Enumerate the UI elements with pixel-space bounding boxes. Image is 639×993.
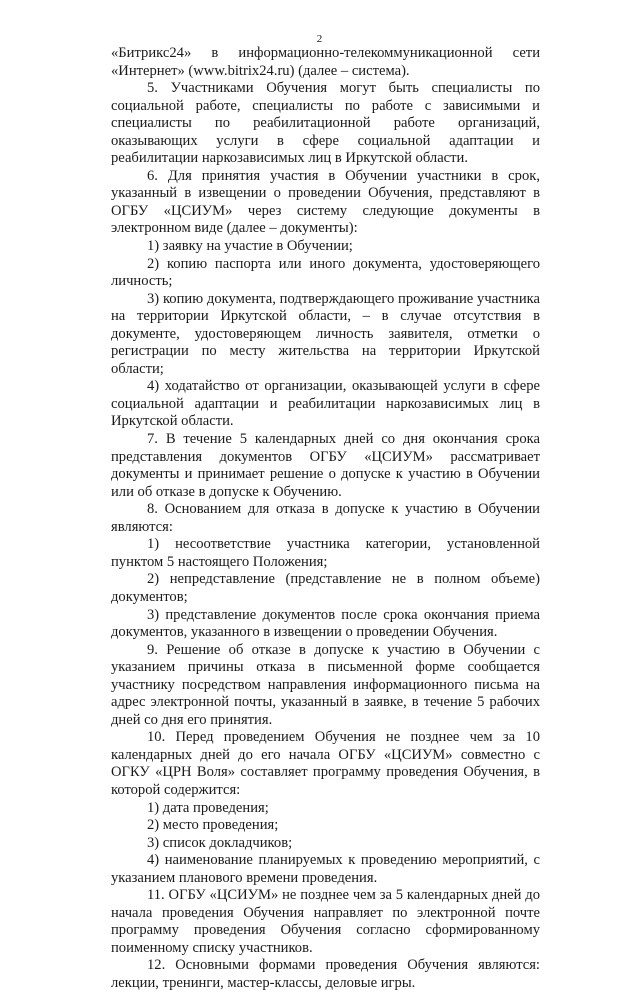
subitem-10-4: 4) наименование планируемых к проведению мероприятий, с указанием планового времени проведения. <box>111 852 540 886</box>
subitem-8-1: 1) несоответствие участника категории, установленной пунктом 5 настоящего Положения; <box>111 536 540 570</box>
subitem-10-1: 1) дата проведения; <box>147 799 269 816</box>
paragraph-item-6: 6. Для принятия участия в Обучении участники в срок, указанный в извещении о проведении Обучения, представляют в ОГБУ «ЦСИУМ» через систему следующие документы в электронном виде (далее – документы): <box>111 167 540 237</box>
paragraph-item-11: 11. ОГБУ «ЦСИУМ» не позднее чем за 5 календарных дней до начала проведения Обучения направляет по электронной почте программу проведения Обучения согласно сформированному поименному списку участников. <box>111 887 540 956</box>
subitem-8-3: 3) представление документов после срока окончания приема документов, указанного в извещении о проведении Обучения. <box>111 606 540 641</box>
paragraph-item-12: 12. Основными формами проведения Обучения являются: лекции, тренинги, мастер-классы, деловые игры. <box>111 957 540 991</box>
paragraph-item-7: 7. В течение 5 календарных дней со дня окончания срока представления документов ОГБУ «ЦСИУМ» рассматривает документы и принимает решение о допуске к участию в Обучении или об отказе в допуске к Обучению. <box>111 431 540 500</box>
page-number: 2 <box>316 33 323 45</box>
subitem-6-2: 2) копию паспорта или иного документа, удостоверяющего личность; <box>111 255 540 290</box>
subitem-6-3: 3) копию документа, подтверждающего проживание участника на территории Иркутской области, – в случае отсутствия в документе, удостоверяющем личность заявителя, отметки о регистрации по месту жительства на территории Иркутской области; <box>111 290 540 377</box>
subitem-10-2: 2) место проведения; <box>147 817 279 834</box>
subitem-6-1: 1) заявку на участие в Обучении; <box>147 238 353 255</box>
subitem-6-4: 4) ходатайство от организации, оказывающей услуги в сфере социальной адаптации и реабилитации наркозависимых лиц в Иркутской области. <box>111 378 540 430</box>
paragraph-item-8: 8. Основанием для отказа в допуске к участию в Обучении являются: <box>111 501 540 535</box>
subitem-10-3: 3) список докладчиков; <box>147 834 293 851</box>
subitem-8-2: 2) непредставление (представление не в полном объеме) документов; <box>111 571 540 605</box>
paragraph-item-5: 5. Участниками Обучения могут быть специалисты по социальной работе, специалисты по работе с зависимыми и специалисты по реабилитационной работе организаций, оказывающих услуги в сфере социальной адаптации и реабилитации наркозависимых лиц в Иркутской области. <box>111 80 540 167</box>
paragraph-continuation: «Битрикс24» в информационно-телекоммуникационной сети «Интернет» (www.bitrix24.ru) (далее – система). <box>111 45 540 79</box>
document-body <box>111 45 540 993</box>
paragraph-item-10: 10. Перед проведением Обучения не позднее чем за 10 календарных дней до его начала ОГБУ «ЦСИУМ» совместно с ОГКУ «ЦРН Воля» составляет программу проведения Обучения, в которой содержится: <box>111 729 540 798</box>
paragraph-item-9: 9. Решение об отказе в допуске к участию в Обучении с указанием причины отказа в письменной форме сообщается участнику посредством направления информационного письма на адрес электронной почты, указанный в заявке, в течение 5 рабочих дней со дня его принятия. <box>111 641 540 728</box>
